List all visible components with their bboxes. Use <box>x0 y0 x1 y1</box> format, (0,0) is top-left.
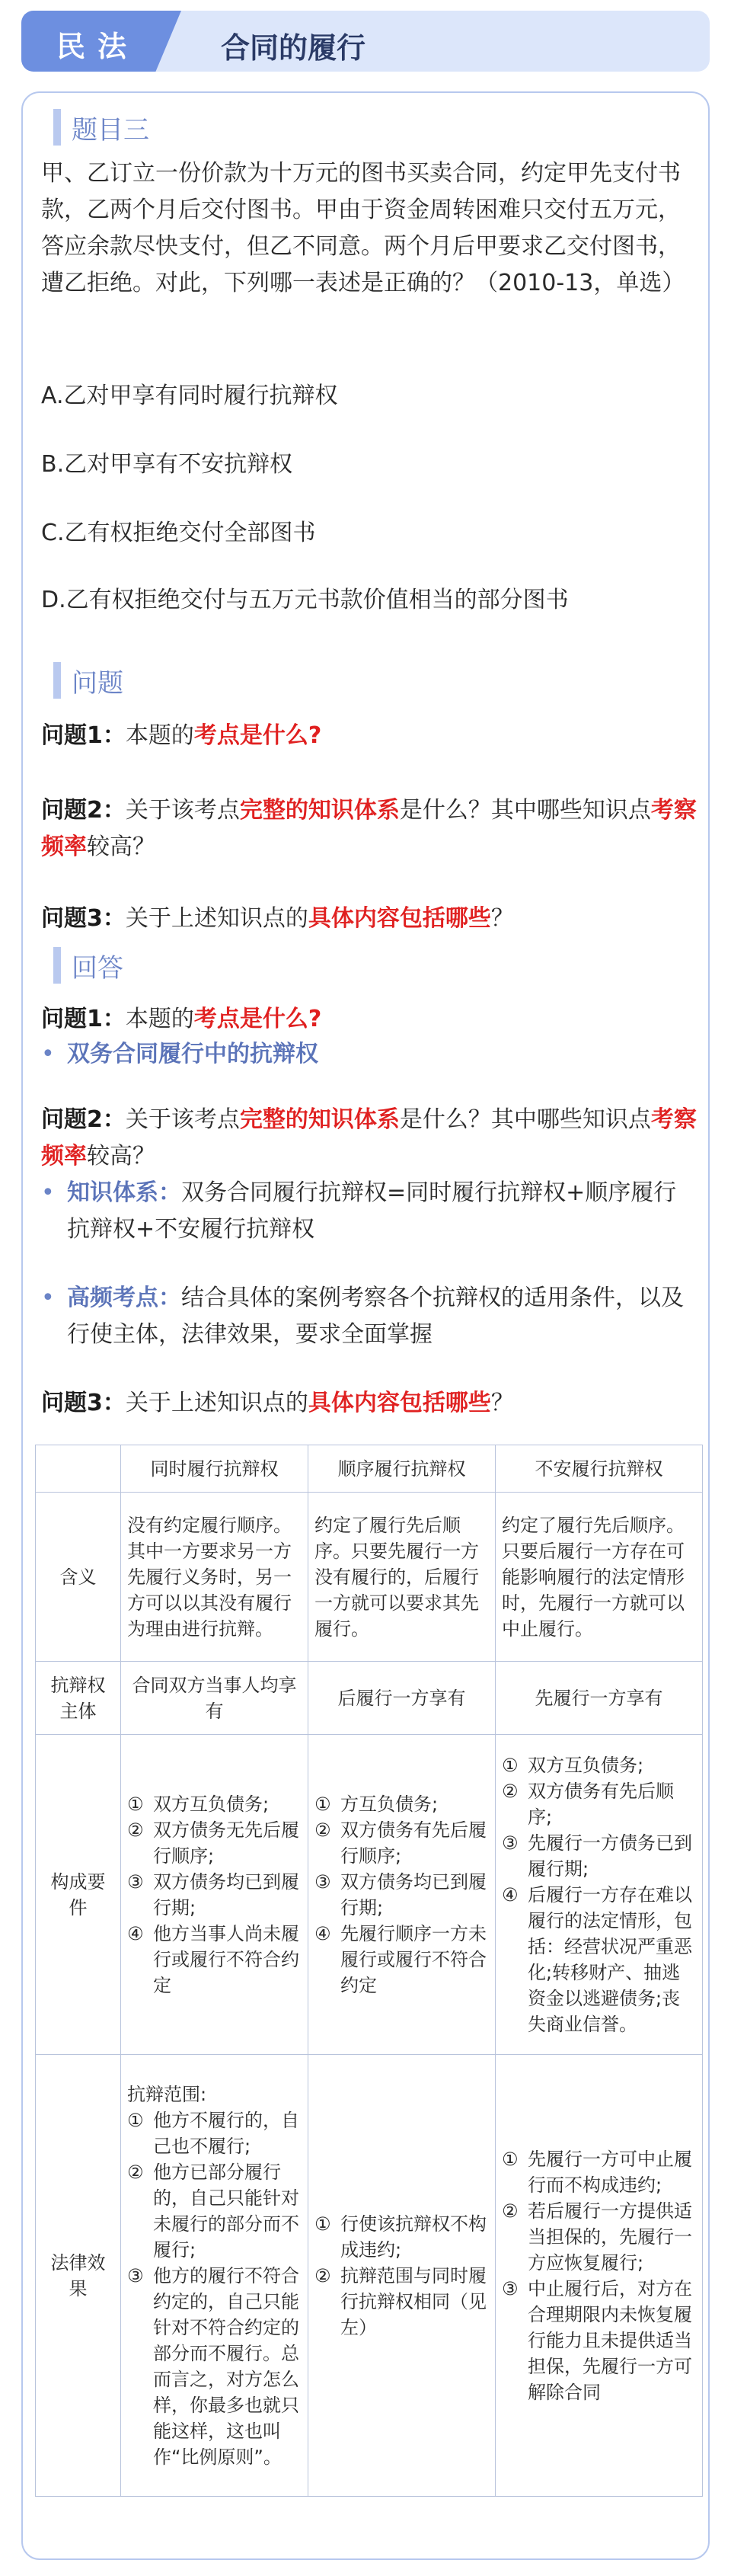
table-cell: 合同双方当事人均享有 <box>121 1662 308 1735</box>
list-item <box>127 1791 302 1817</box>
list-item-text: 先履行一方可中止履行而不构成违约; <box>528 2148 692 2196</box>
problem-1-text: 本题的 <box>125 722 194 749</box>
list-item <box>502 2276 696 2405</box>
list-item-text: 双方债务无先后履行顺序; <box>153 1819 299 1867</box>
list-item <box>314 1817 489 1869</box>
list-number: ③ <box>127 1870 144 1893</box>
answer-2-text-end: 较高？ <box>87 1143 155 1170</box>
list-item-text: 中止履行后，对方在合理期限内未恢复履行能力且未提供适当担保，先履行一方可解除合同 <box>528 2277 692 2403</box>
table-cell: 约定了履行先后顺序。只要后履行一方存在可能影响履行的法定情形时，先履行一方就可以中止履行。 <box>496 1493 703 1662</box>
list-number: ① <box>127 2109 144 2131</box>
problem-2-text: 关于该考点 <box>125 797 240 824</box>
table-cell <box>496 2055 703 2497</box>
list-item <box>127 1921 302 1998</box>
answer-2-text: 关于该考点 <box>125 1106 240 1133</box>
option-a: A.乙对甲享有同时履行抗辩权 <box>41 382 338 409</box>
knowledge-table <box>35 1445 703 2497</box>
heading-marker <box>53 662 61 699</box>
answer-2-text-mid: 是什么？其中哪些知识点 <box>399 1106 651 1133</box>
option-b: B.乙对甲享有不安抗辩权 <box>41 451 293 478</box>
list-item <box>314 2263 489 2341</box>
answer-3-text-end: ？ <box>490 1390 514 1416</box>
list-number: ③ <box>127 2264 144 2286</box>
row-label: 含义 <box>36 1493 121 1662</box>
list-item <box>502 2146 696 2198</box>
table-cell <box>121 2055 308 2497</box>
problem-2-text-end: 较高？ <box>87 834 155 860</box>
answer-2-question <box>41 1102 701 1175</box>
list-number: ② <box>314 2264 331 2286</box>
problem-3-text-end: ？ <box>490 905 514 932</box>
answer-1-question <box>41 1001 701 1038</box>
problem-2-highlight: 完整的知识体系 <box>239 797 400 824</box>
answer-1-text: 本题的 <box>125 1006 194 1032</box>
high-frequency-key: 高频考点： <box>67 1285 181 1311</box>
bullet-dot: • <box>41 1041 55 1067</box>
answer-3-highlight: 具体内容包括哪些 <box>308 1390 491 1416</box>
list-item-text: 若后履行一方提供适当担保的，先履行一方应恢复履行; <box>528 2200 692 2274</box>
list-item <box>314 2211 489 2263</box>
table-cell: 先履行一方享有 <box>496 1662 703 1735</box>
answers-heading-label: 回答 <box>72 952 123 984</box>
problem-1 <box>41 718 701 754</box>
table-row-subject <box>36 1662 703 1735</box>
problem-2 <box>41 792 701 866</box>
list-number: ③ <box>502 2277 519 2299</box>
heading-marker <box>53 109 61 146</box>
heading-marker <box>53 947 61 984</box>
problems-heading <box>53 661 123 699</box>
list-number: ② <box>314 1819 331 1841</box>
knowledge-system-value: 双务合同履行抗辩权=同时履行抗辩权+顺序履行抗辩权+不安履行抗辩权 <box>67 1179 677 1243</box>
answers-heading <box>53 946 123 984</box>
table-header-cell <box>36 1445 121 1493</box>
row-label: 抗辩权主体 <box>36 1662 121 1735</box>
numbered-list <box>127 1791 302 1998</box>
table-cell: 后履行一方享有 <box>308 1662 496 1735</box>
list-item-text: 他方不履行的，自己也不履行; <box>153 2109 299 2157</box>
list-item-text: 他方的履行不符合约定的，自己只能针对不符合约定的部分而不履行。总而言之，对方怎么样，你最多也就只能这样，这也叫作“比例原则”。 <box>153 2264 299 2468</box>
table-cell: 约定了履行先后顺序。只要先履行一方没有履行的，后履行一方就可以要求其先履行。 <box>308 1493 496 1662</box>
list-item-text: 双方债务均已到履行期; <box>153 1870 299 1918</box>
problem-3-label: 问题3： <box>41 905 126 932</box>
answer-1-highlight: 考点是什么? <box>193 1006 322 1032</box>
table-header-cell: 顺序履行抗辩权 <box>308 1445 496 1493</box>
list-item <box>127 1869 302 1921</box>
problem-2-text-mid: 是什么？其中哪些知识点 <box>399 797 651 824</box>
problem-3 <box>41 901 701 937</box>
list-item-text: 他方当事人尚未履行或履行不符合约定 <box>153 1922 299 1996</box>
scope-intro: 抗辩范围: <box>127 2083 207 2105</box>
numbered-list <box>502 1752 696 2037</box>
answer-2-highlight-2: 考察频率 <box>41 1106 697 1170</box>
list-item-text: 双方债务均已到履行期; <box>340 1870 487 1918</box>
answer-2-label: 问题2： <box>41 1106 126 1133</box>
table-row-effects <box>36 2055 703 2497</box>
knowledge-system-key: 知识体系： <box>67 1179 181 1206</box>
problem-1-highlight: 考点是什么? <box>193 722 322 749</box>
table-cell: 没有约定履行顺序。其中一方要求另一方先履行义务时，另一方可以以其没有履行为理由进行抗辩。 <box>121 1493 308 1662</box>
list-item <box>127 1817 302 1869</box>
list-number: ② <box>127 1819 144 1841</box>
list-item-text: 双方债务有先后履行顺序; <box>340 1819 487 1867</box>
bullet-dot: • <box>41 1285 55 1311</box>
answer-3-text: 关于上述知识点的 <box>125 1390 308 1416</box>
problem-3-highlight: 具体内容包括哪些 <box>308 905 491 932</box>
list-item-text: 抗辩范围与同时履行抗辩权相同（见左） <box>340 2264 487 2338</box>
list-item <box>502 2198 696 2276</box>
numbered-list <box>127 2107 302 2470</box>
list-item-text: 行使该抗辩权不构成违约; <box>340 2213 487 2261</box>
table-cell <box>308 2055 496 2497</box>
table-header-cell: 同时履行抗辩权 <box>121 1445 308 1493</box>
table-row-elements <box>36 1735 703 2055</box>
row-label: 构成要件 <box>36 1735 121 2055</box>
question-stem: 甲、乙订立一份价款为十万元的图书买卖合同，约定甲先支付书款，乙两个月后交付图书。甲由于资金周转困难只交付五万元，答应余款尽快支付，但乙不同意。两个月后甲要求乙交付图书，遭乙拒绝。对此，下列哪一表述是正确的？（2010-13，单选） <box>41 160 685 296</box>
table-row-meaning <box>36 1493 703 1662</box>
bullet-dot: • <box>41 1179 55 1206</box>
list-item-text: 双方债务有先后顺序; <box>528 1780 674 1828</box>
list-number: ④ <box>502 1883 519 1906</box>
numbered-list <box>314 2211 489 2341</box>
list-item-text: 先履行一方债务已到履行期; <box>528 1832 692 1880</box>
list-item <box>502 1752 696 1778</box>
list-number: ① <box>502 1754 519 1776</box>
table-header-cell: 不安履行抗辩权 <box>496 1445 703 1493</box>
list-number: ④ <box>127 1922 144 1944</box>
list-number: ① <box>502 2148 519 2170</box>
list-item <box>127 2107 302 2159</box>
numbered-list <box>502 2146 696 2405</box>
list-item <box>127 2159 302 2263</box>
answer-3-label: 问题3： <box>41 1390 126 1416</box>
high-frequency-text <box>67 1280 693 1353</box>
list-item <box>502 1882 696 2037</box>
list-item-text: 双方互负债务; <box>153 1793 270 1815</box>
list-item <box>314 1791 489 1817</box>
table-cell <box>496 1735 703 2055</box>
high-frequency-value: 结合具体的案例考察各个抗辩权的适用条件，以及行使主体，法律效果，要求全面掌握 <box>67 1285 684 1348</box>
option-d: D.乙有权拒绝交付与五万元书款价值相当的部分图书 <box>41 587 569 613</box>
list-item-text: 他方已部分履行的，自己只能针对未履行的部分而不履行; <box>153 2161 299 2261</box>
row-label: 法律效果 <box>36 2055 121 2497</box>
list-item <box>314 1921 489 1998</box>
answer-1-point-text: 双务合同履行中的抗辩权 <box>67 1041 318 1067</box>
list-number: ① <box>127 1793 144 1815</box>
list-number: ② <box>127 2161 144 2183</box>
list-number: ③ <box>314 1870 331 1893</box>
problem-1-label: 问题1： <box>41 722 126 749</box>
problem-2-label: 问题2： <box>41 797 126 824</box>
table-cell <box>121 1735 308 2055</box>
list-number: ② <box>502 2200 519 2222</box>
problems-heading-label: 问题 <box>72 667 123 699</box>
question-heading-label: 题目三 <box>72 114 149 146</box>
answer-1-label: 问题1： <box>41 1006 126 1032</box>
option-c: C.乙有权拒绝交付全部图书 <box>41 520 316 546</box>
list-number: ① <box>314 1793 331 1815</box>
problem-2-highlight-2: 考察频率 <box>41 797 697 860</box>
list-item-text: 先履行顺序一方未履行或履行不符合约定 <box>340 1922 487 1996</box>
table-header-row <box>36 1445 703 1493</box>
list-number: ④ <box>314 1922 331 1944</box>
page-header <box>21 11 710 72</box>
problem-3-text: 关于上述知识点的 <box>125 905 308 932</box>
list-item <box>502 1830 696 1882</box>
numbered-list <box>314 1791 489 1998</box>
answer-2-highlight: 完整的知识体系 <box>239 1106 400 1133</box>
table-cell <box>308 1735 496 2055</box>
answer-3-question <box>41 1385 701 1422</box>
knowledge-system-text <box>67 1175 693 1248</box>
list-item <box>127 2263 302 2470</box>
list-number: ① <box>314 2213 331 2235</box>
question-heading <box>53 108 149 146</box>
list-item-text: 方互负债务; <box>340 1793 439 1815</box>
list-item <box>314 1869 489 1921</box>
list-number: ③ <box>502 1832 519 1854</box>
list-number: ② <box>502 1780 519 1802</box>
list-item-text: 双方互负债务; <box>528 1754 644 1776</box>
page-title: 合同的履行 <box>221 31 366 65</box>
list-item-text: 后履行一方存在难以履行的法定情形，包括：经营状况严重恶化;转移财产、抽逃资金以逃避债务;丧失商业信誉。 <box>528 1883 692 2035</box>
subject-tag-label: 民法 <box>56 30 139 63</box>
list-item <box>502 1778 696 1830</box>
